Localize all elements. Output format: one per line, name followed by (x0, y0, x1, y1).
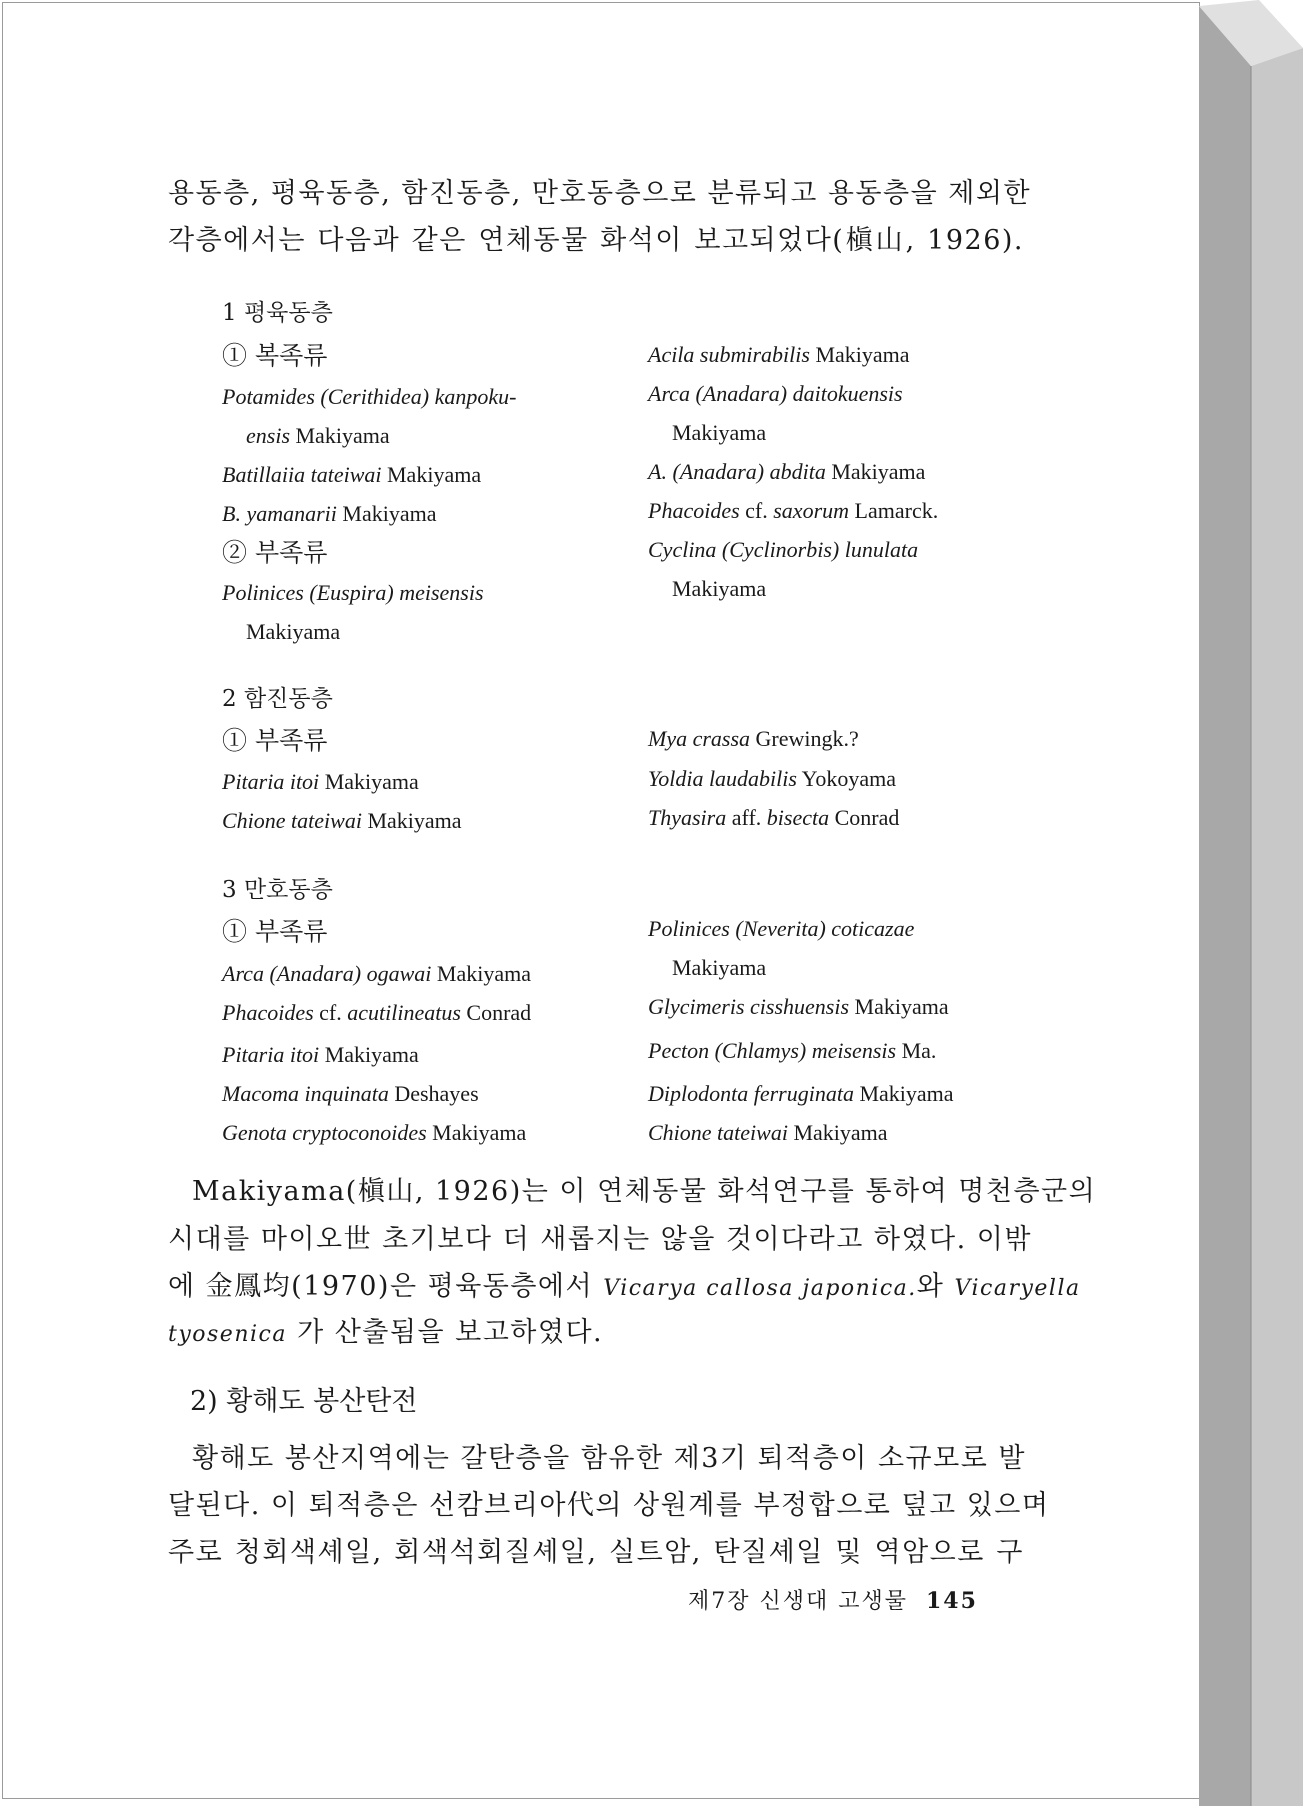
section-3-group-bivalvia: ① 부족류 (222, 917, 328, 946)
species-entry: Cyclina (Cyclinorbis) lunulata (648, 537, 919, 562)
species-entry: Genota cryptoconoides Makiyama (222, 1120, 527, 1145)
species-entry: Batillaiia tateiwai Makiyama (222, 462, 482, 487)
chapter-label: 제7장 신생대 고생물 (688, 1589, 908, 1614)
para3-line-2: 달된다. 이 퇴적층은 선캄브리아代의 상원계를 부정합으로 덮고 있으며 (168, 1490, 1050, 1521)
species-entry: Mya crassa Grewingk.? (648, 726, 859, 751)
species-entry: Makiyama (672, 420, 767, 445)
para2-line-4: tyosenica 가 산출됨을 보고하였다. (168, 1317, 604, 1348)
species-entry: Chione tateiwai Makiyama (222, 808, 462, 833)
section-1-group-bivalvia: ② 부족류 (222, 538, 328, 567)
species-entry: Phacoides cf. saxorum Lamarck. (648, 498, 939, 523)
para2-line-2: 시대를 마이오世 초기보다 더 새롭지는 않을 것이다라고 하였다. 이밖 (168, 1224, 1032, 1255)
species-entry: Potamides (Cerithidea) kanpoku- (222, 384, 517, 409)
species-entry: Makiyama (246, 619, 341, 644)
intro-line-2: 각층에서는 다음과 같은 연체동물 화석이 보고되었다(槇山, 1926). (168, 225, 1024, 256)
species-entry: B. yamanarii Makiyama (222, 501, 437, 526)
subsection-heading: 2) 황해도 봉산탄전 (190, 1386, 418, 1417)
section-3-heading: 3 만호동층 (222, 877, 333, 903)
species-entry: Polinices (Neverita) coticazae (648, 916, 915, 941)
para2-line-3: 에 金鳳均(1970)은 평육동층에서 Vicarya callosa japonica.와 Vicaryella (168, 1271, 1081, 1302)
page-footer (688, 1584, 978, 1615)
species-entry: Acila submirabilis Makiyama (648, 342, 910, 367)
species-entry: Makiyama (672, 955, 767, 980)
section-2-heading: 2 함진동층 (222, 686, 333, 712)
species-entry: Macoma inquinata Deshayes (222, 1081, 479, 1106)
species-entry: Phacoides cf. acutilineatus Conrad (222, 1000, 532, 1025)
species-entry: Arca (Anadara) daitokuensis (648, 381, 903, 406)
species-entry: Chione tateiwai Makiyama (648, 1120, 888, 1145)
species-entry: A. (Anadara) abdita Makiyama (648, 459, 926, 484)
section-1-heading: 1 평육동층 (222, 300, 333, 326)
species-entry: Glycimeris cisshuensis Makiyama (648, 994, 949, 1019)
para2-line-1: Makiyama(槇山, 1926)는 이 연체동물 화석연구를 통하여 명천층군의 (192, 1176, 1097, 1207)
species-entry: Polinices (Euspira) meisensis (222, 580, 484, 605)
book-edge-3d (1199, 0, 1303, 1806)
section-1-group-gastropoda: ① 복족류 (222, 341, 328, 370)
book-page (2, 2, 1200, 1799)
species-entry: ensis Makiyama (246, 423, 390, 448)
species-entry: Makiyama (672, 576, 767, 601)
para3-line-3: 주로 청회색셰일, 회색석회질셰일, 실트암, 탄질셰일 및 역암으로 구 (168, 1537, 1024, 1568)
species-entry: Pitaria itoi Makiyama (222, 769, 419, 794)
species-entry: Arca (Anadara) ogawai Makiyama (222, 961, 531, 986)
species-entry: Diplodonta ferruginata Makiyama (648, 1081, 954, 1106)
page-number: 145 (926, 1588, 978, 1614)
section-2-group-bivalvia: ① 부족류 (222, 726, 328, 755)
species-entry: Thyasira aff. bisecta Conrad (648, 805, 900, 830)
species-entry: Pitaria itoi Makiyama (222, 1042, 419, 1067)
species-entry: Pecton (Chlamys) meisensis Ma. (648, 1038, 937, 1063)
intro-line-1: 용동층, 평육동층, 함진동층, 만호동층으로 분류되고 용동층을 제외한 (168, 178, 1032, 209)
species-entry: Yoldia laudabilis Yokoyama (648, 766, 896, 791)
para3-line-1: 황해도 봉산지역에는 갈탄층을 함유한 제3기 퇴적층이 소규모로 발 (192, 1443, 1026, 1474)
